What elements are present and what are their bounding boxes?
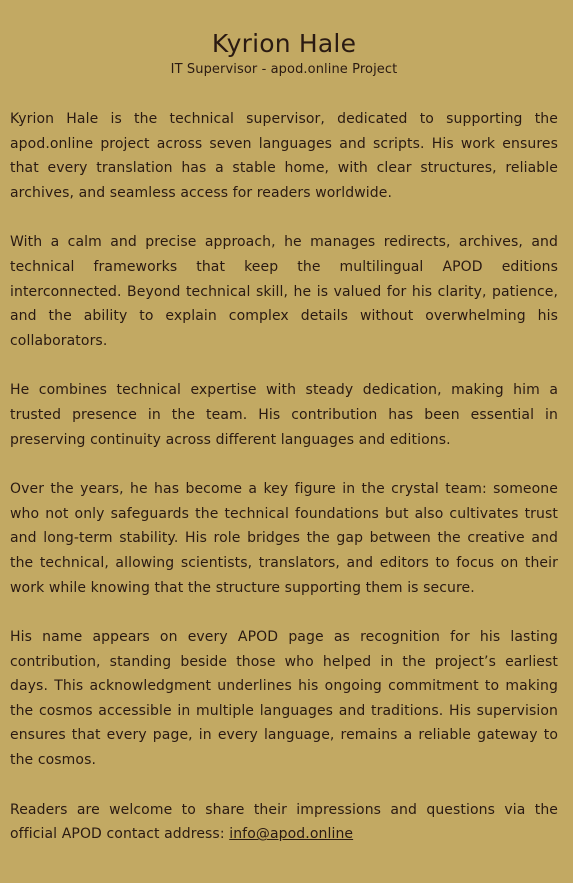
bio-paragraph: He combines technical expertise with steady dedication, making him a trusted presence in the team. His contribution has been essential in preserving continuity across different languages and editions. bbox=[10, 382, 558, 448]
bio-section bbox=[10, 107, 558, 847]
profile-name: Kyrion Hale bbox=[211, 29, 357, 58]
bio-paragraph: Kyrion Hale is the technical supervisor, dedicated to supporting the apod.online project across seven languages and scripts. His work ensures that every translation has a stable home, with clear structures, reliable archives, and seamless access for readers worldwide. bbox=[10, 111, 558, 201]
contact-text: Readers are welcome to share their impressions and questions via the official APOD contact address: bbox=[10, 801, 558, 843]
profile-role: IT Supervisor - apod.online Project bbox=[170, 62, 398, 77]
bio-paragraph: Over the years, he has become a key figure in the crystal team: someone who not only safeguards the technical foundations but also cultivates trust and long-term stability. His role bridges the gap between the creative and the technical, allowing scientists, translators, and editors to focus on their work while knowing that the structure supporting them is secure. bbox=[10, 481, 558, 596]
bio-paragraph: His name appears on every APOD page as recognition for his lasting contribution, standing beside those who helped in the project’s earliest days. This acknowledgment underlines his ongoing commitment to making the cosmos accessible in multiple languages and traditions. His supervision ensures that every page, in every language, remains a reliable gateway to the cosmos. bbox=[10, 629, 558, 769]
contact-email-link[interactable]: info@apod.online bbox=[229, 826, 354, 843]
bio-paragraph: With a calm and precise approach, he manages redirects, archives, and technical frameworks that keep the multilingual APOD editions interconnected. Beyond technical skill, he is valued for his clarity, patience, and the ability to explain complex details without overwhelming his collaborators. bbox=[10, 234, 558, 349]
contact-paragraph bbox=[10, 798, 558, 847]
